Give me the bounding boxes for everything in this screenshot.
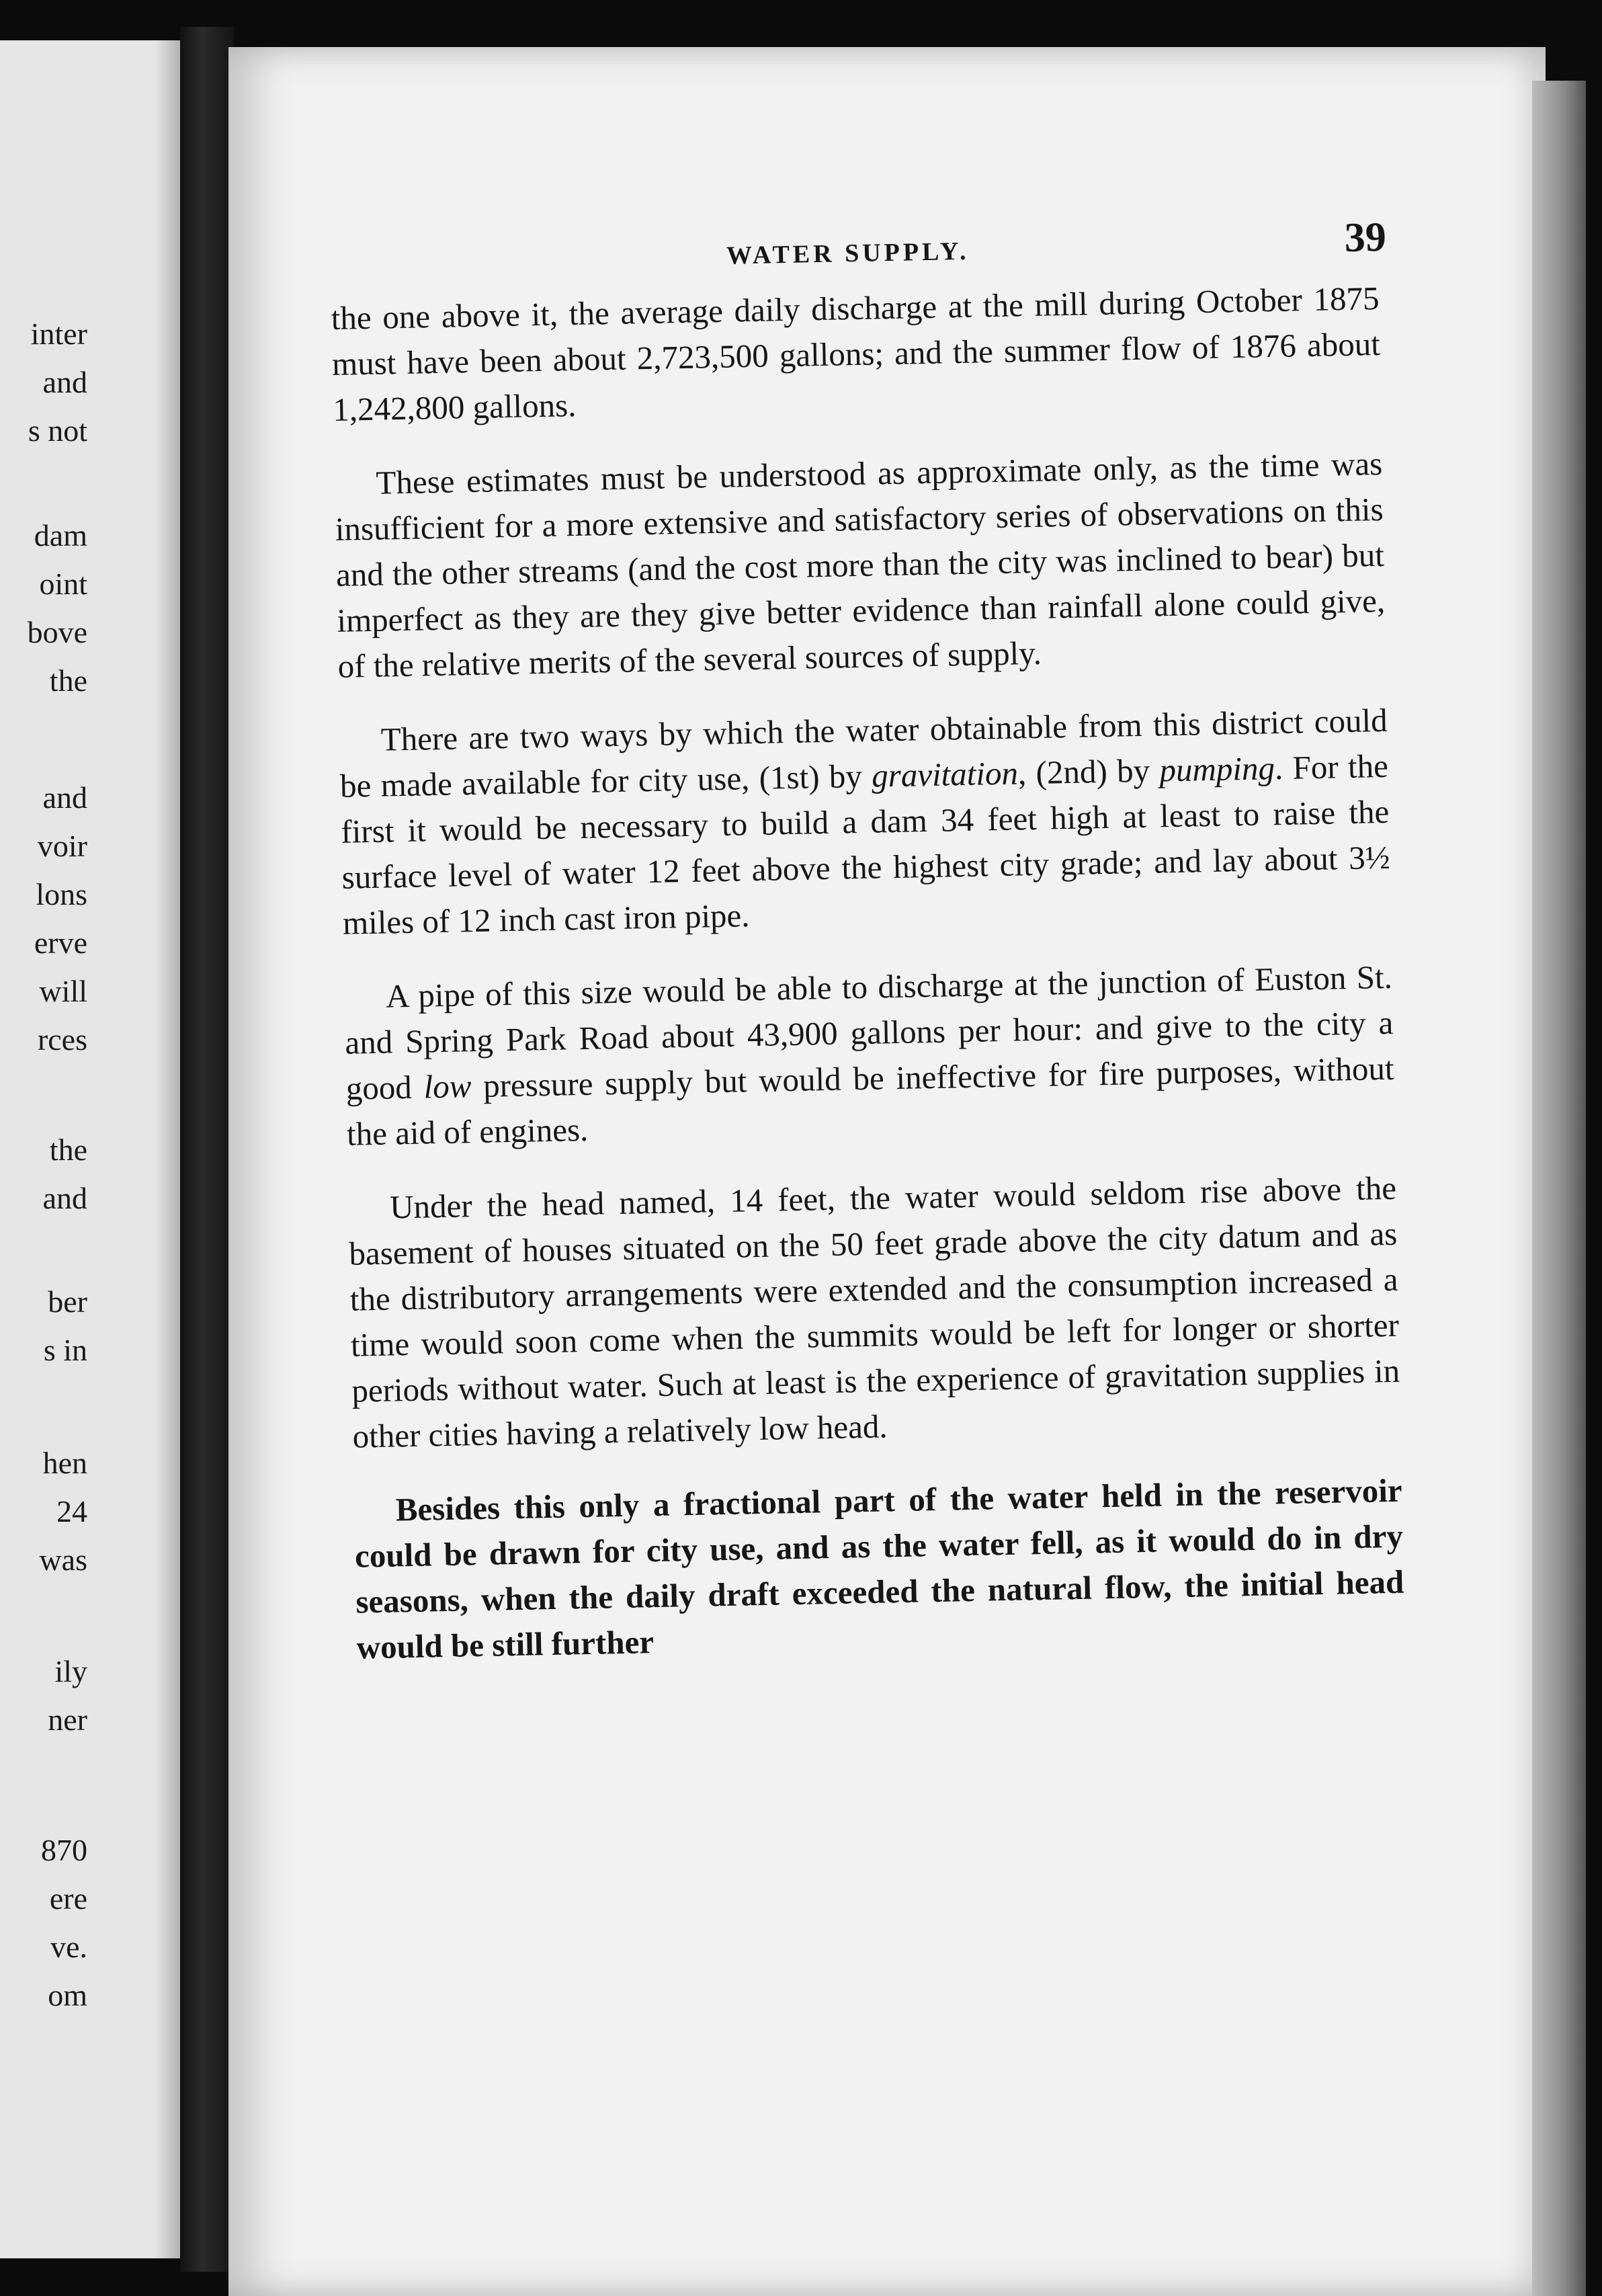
left-fragment: and <box>42 1181 87 1215</box>
left-fragment: s in <box>43 1333 87 1367</box>
paragraph-4 <box>344 954 1396 1157</box>
paragraph-6: Besides this only a fractional part of the water held in the reservoir could be drawn for city use, and as the water fell, as it would do in dry seasons, when the daily draft exceeded the natural flow, the initial head would be still further <box>354 1471 1404 1666</box>
paragraph-3-text: , (2nd) by <box>1017 751 1160 792</box>
page-number: 39 <box>1344 214 1387 261</box>
page-text-block <box>329 202 1406 1699</box>
book-spine <box>180 27 234 2272</box>
left-fragment: the <box>49 1133 87 1167</box>
left-fragment: hen <box>42 1446 87 1480</box>
left-fragment: ily <box>54 1654 87 1688</box>
left-fragment: ve. <box>50 1930 87 1964</box>
left-facing-page <box>0 40 202 2258</box>
right-page-edge <box>1532 81 1586 2296</box>
paragraph-2: These estimates must be understood as approximate only, as the time was insufficient for a more extensive and satisfactory series of observations on this and the other streams (and the cost more than the city was inclined to bear) but imperfect as they are they give better evidence than rainfall alone could give, of the relative merits of the several sources of supply. <box>335 444 1386 685</box>
italic-pumping: pumping <box>1158 749 1275 789</box>
left-fragment: ner <box>48 1703 87 1737</box>
left-fragment: lons <box>36 877 87 911</box>
left-fragment: ber <box>48 1284 87 1319</box>
paragraph-3-text: There are two ways by which the water obtainable from this district could be made available for city use, (1st) by <box>339 701 1388 805</box>
left-fragment: inter <box>30 317 87 351</box>
paragraph-5: Under the head named, 14 feet, the water would seldom rise above the basement of houses situated on the 50 feet grade above the city datum and as the distributory arrangements were extended and the consumption increased a time would soon come when the summits would be left for longer or shorter periods without water. Such at least is the experience of gravitation supplies in other cities having a relatively low head. <box>348 1169 1400 1455</box>
paragraph-4-text: pressure supply but would be ineffective for fire purposes, without the aid of engines. <box>346 1049 1395 1153</box>
left-fragment: ere <box>49 1881 87 1916</box>
left-fragment: erve <box>34 926 87 960</box>
left-fragment: oint <box>39 567 87 601</box>
paragraph-3-text: . For the first it would be necessary to build a dam 34 feet high at least to raise the surface level of water 12 feet above the highest city grade; and lay about 3½ miles of 12 inch cast iron pipe. <box>340 747 1390 942</box>
italic-gravitation: gravitation <box>871 754 1019 794</box>
left-fragment: and <box>42 780 87 815</box>
left-fragment: voir <box>37 829 87 863</box>
left-fragment: s not <box>28 413 87 448</box>
paragraph-4-text: A pipe of this size would be able to discharge at the junction of Euston St. and Spring Park Road about 43,900 gallons per hour: and give to the city a good <box>344 958 1394 1107</box>
left-fragment: will <box>39 974 87 1008</box>
left-fragment: om <box>48 1978 87 2012</box>
left-fragment: and <box>42 365 87 399</box>
left-fragment: rces <box>37 1022 87 1057</box>
left-fragment: the <box>49 663 87 698</box>
left-fragment: bove <box>27 615 87 649</box>
left-fragment: 24 <box>56 1494 87 1528</box>
left-fragment: dam <box>34 518 87 552</box>
paragraph-1: the one above it, the average daily discharge at the mill during October 1875 must have been about 2,723,500 gallons; and the summer flow of 1876 about 1,242,800 gallons. <box>331 280 1381 428</box>
left-fragment: was <box>39 1543 87 1577</box>
running-title: WATER SUPPLY. <box>726 237 970 270</box>
left-fragment: 870 <box>41 1833 87 1867</box>
italic-low: low <box>423 1067 472 1106</box>
paragraph-3 <box>339 698 1391 946</box>
